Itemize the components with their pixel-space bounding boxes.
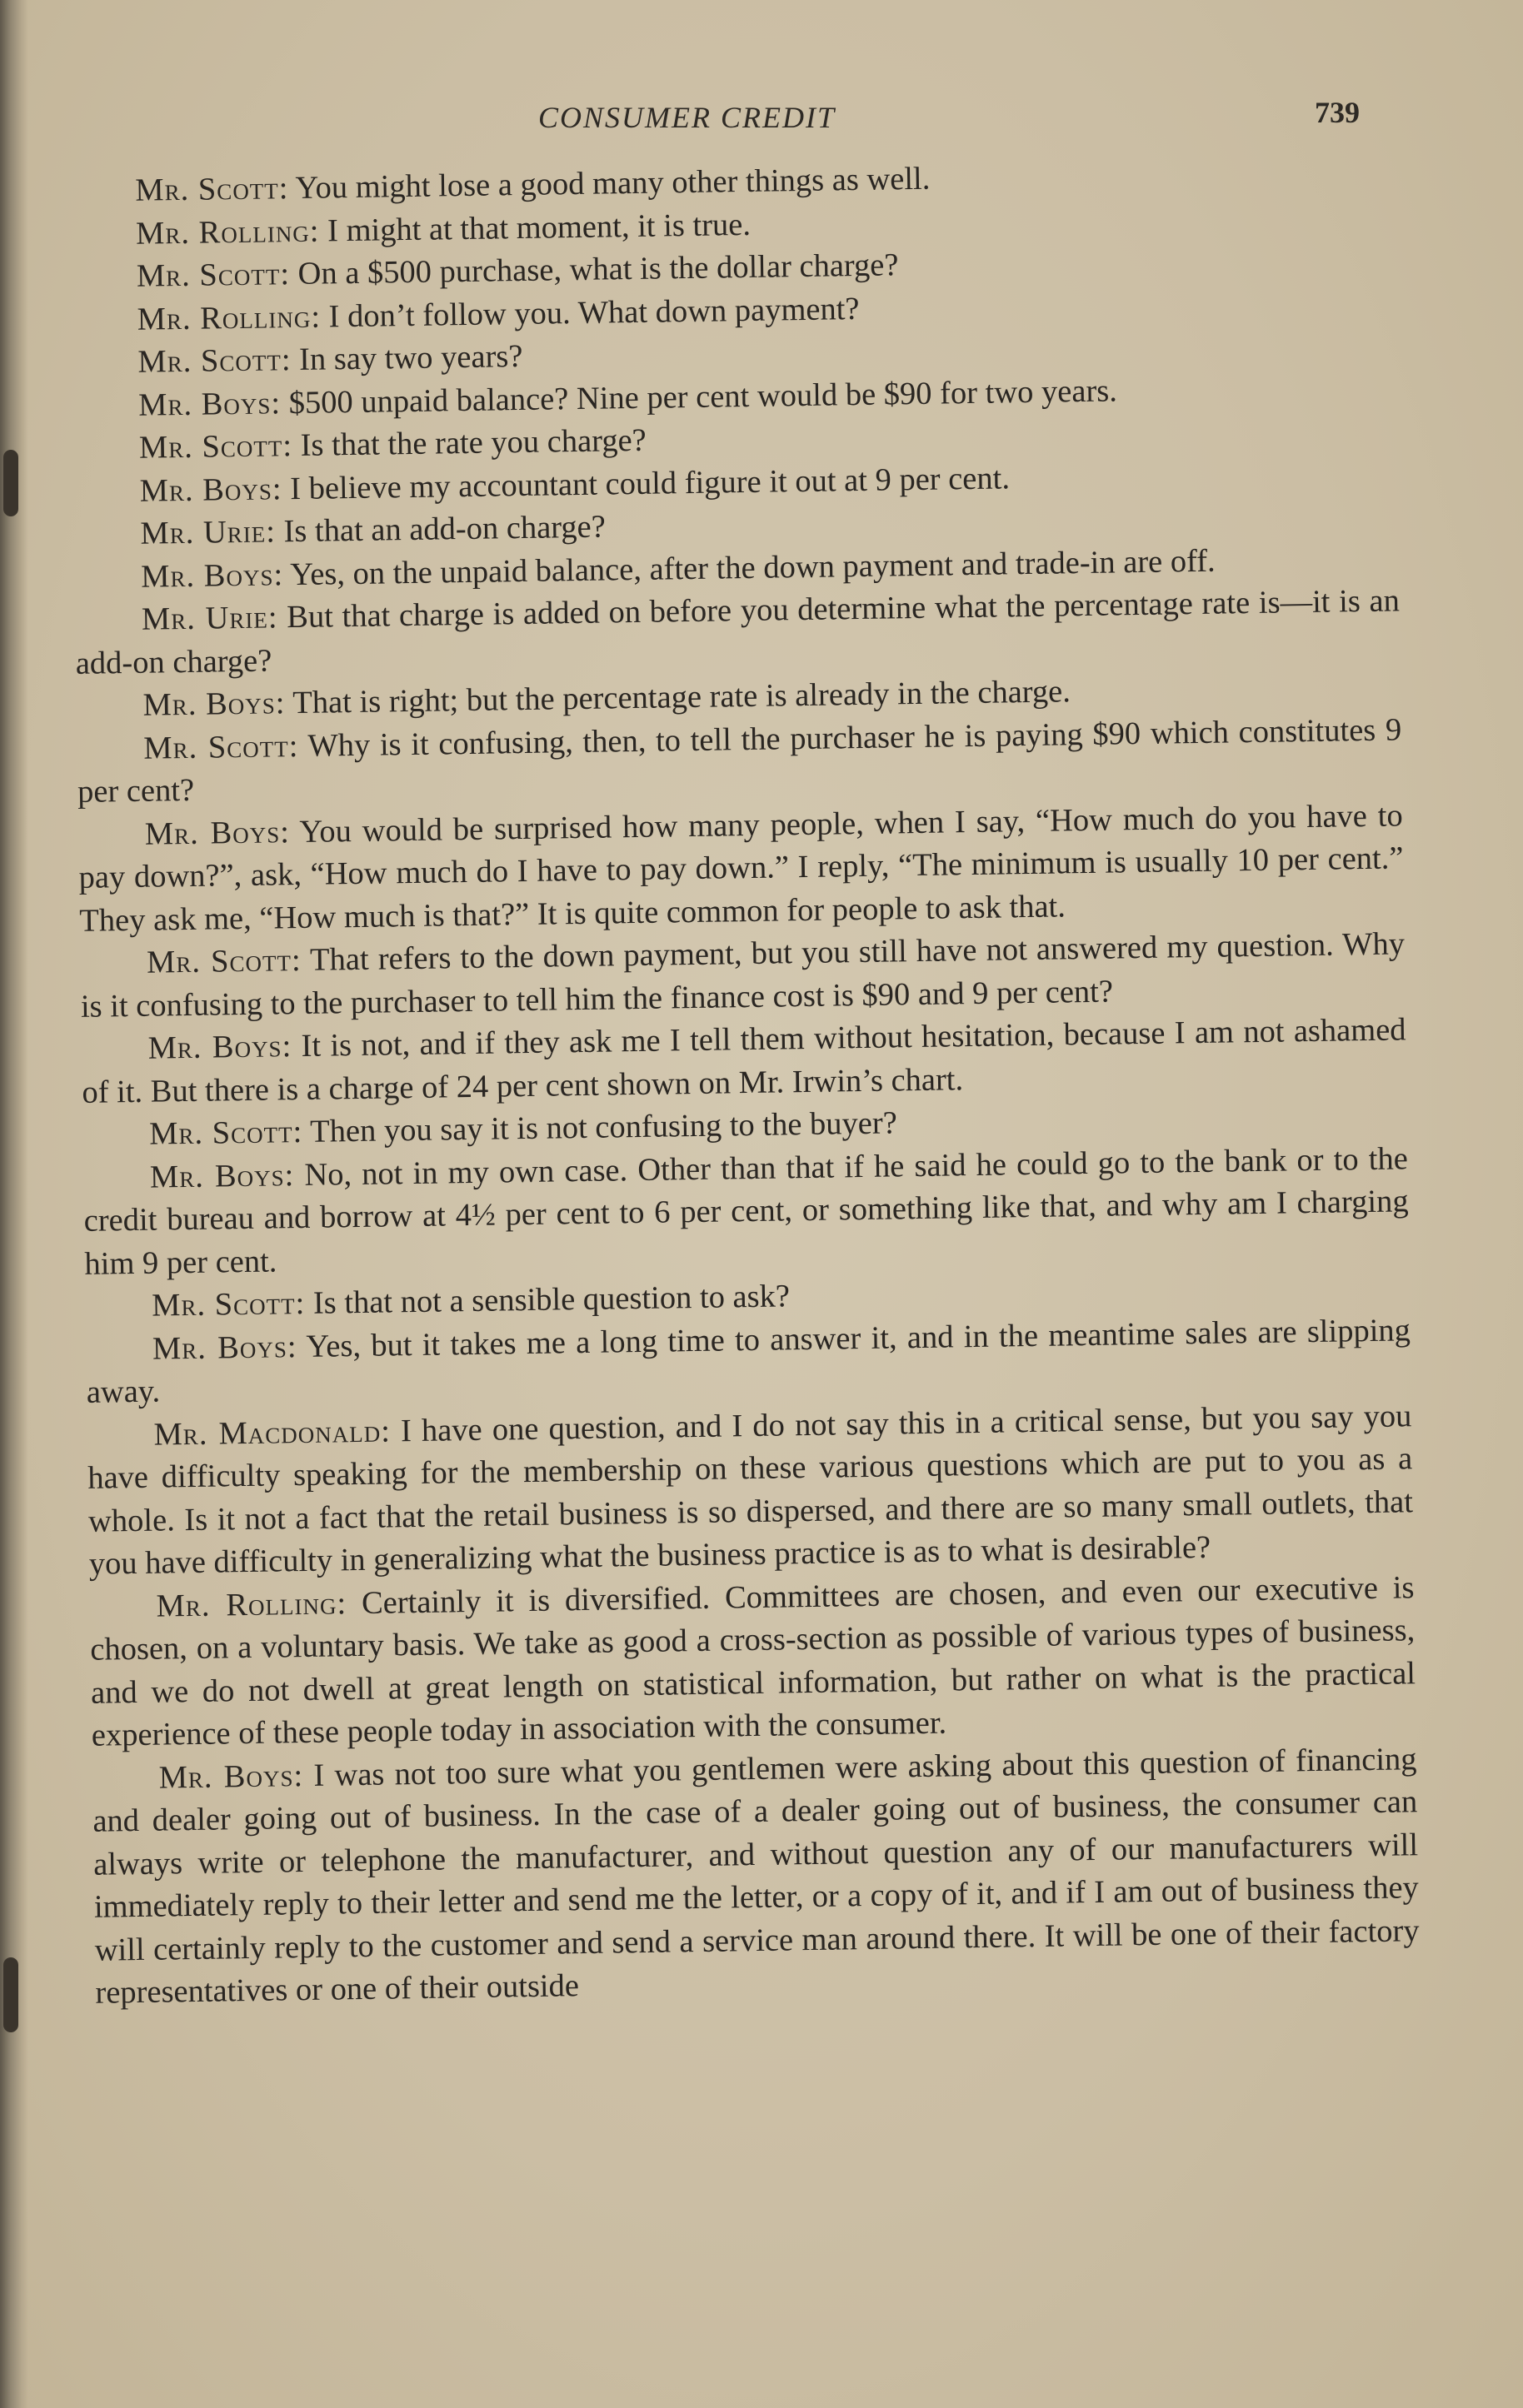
speaker-name: Mr. Scott: — [138, 428, 293, 466]
spoken-text: In say two years? — [291, 338, 523, 378]
spoken-text: You would be surprised how many people, when I say, “How much do you have to pay down?”, ask, “How much do I have to pay down.” I reply, “The minimum is usually 10 per cent.” They ask me, “How much is that?” It is quite common for people to ask that. — [78, 797, 1404, 939]
speaker-name: Mr. Urie: — [141, 600, 278, 637]
spoken-text: It is not, and if they ask me I tell them without hesitation, because I am not ashamed of it. But there is a charge of 24 per cent shown on Mr. Irwin’s chart. — [82, 1012, 1406, 1110]
speaker-name: Mr. Boys: — [140, 556, 284, 595]
spoken-text: Then you say it is not confusing to the buyer? — [302, 1105, 898, 1149]
spoken-text: No, not in my own case. Other than that if he said he could go to the bank or to the credit bureau and borrow at 4½ per cent to 6 per cent, or something like that, and why am I charging him 9 per cent. — [83, 1140, 1409, 1282]
speaker-name: Mr. Boys: — [139, 471, 282, 509]
spoken-text: Yes, but it takes me a long time to answer it, and in the meantime sales are slipping away. — [86, 1312, 1411, 1410]
speaker-name: Mr. Boys: — [158, 1757, 304, 1796]
transcript-body — [68, 151, 1424, 2236]
spoken-text: I don’t follow you. What down payment? — [320, 291, 860, 335]
speaker-name: Mr. Boys: — [147, 1029, 292, 1066]
binding-clip-mark — [3, 450, 18, 516]
speaker-name: Mr. Scott: — [142, 728, 299, 766]
spoken-text: Why is it confusing, then, to tell the purchaser he is paying $90 which constitutes 9 per cent? — [77, 711, 1402, 810]
binding-clip-mark — [3, 1957, 18, 2032]
speaker-name: Mr. Rolling: — [137, 299, 322, 337]
spoken-text: I believe my accountant could figure it out at 9 per cent. — [282, 460, 1011, 506]
spoken-text: Is that an add-on charge? — [275, 509, 607, 550]
spoken-text: $500 unpaid balance? Nine per cent would be $90 for two years. — [280, 372, 1118, 421]
speaker-name: Mr. Scott: — [146, 942, 302, 980]
spoken-text: You might lose a good many other things as well. — [288, 161, 931, 207]
speaker-name: Mr. Rolling: — [135, 213, 320, 252]
speaker-name: Mr. Scott: — [135, 171, 289, 208]
speaker-name: Mr. Scott: — [151, 1285, 306, 1324]
spoken-text: I might at that moment, it is true. — [319, 207, 752, 249]
transcript-paragraph — [87, 1395, 1414, 1587]
transcript-paragraph — [83, 1138, 1410, 1286]
book-binding-edge — [0, 0, 28, 2408]
speaker-name: Mr. Boys: — [149, 1157, 295, 1195]
spoken-text: Is that not a sensible question to ask? — [304, 1279, 791, 1321]
spoken-text: That refers to the down payment, but you still have not answered my question. Why is it confusing to the purchaser to tell him the finance cost is $90 and 9 per cent? — [80, 926, 1406, 1025]
spoken-text: I was not too sure what you gentlemen were asking about this question of financing and dealer going out of business. In the case of a dealer going out of business, the consumer can always write or telephone the manufacturer, and without question any of our manufacturers will immediately reply to their letter and send me the letter, or a copy of it, and if I am out of business they will certainly reply to the customer and send a service man around there. It will be one of their factory representatives or one of their outside — [92, 1741, 1420, 2011]
page-number: 739 — [1315, 96, 1360, 129]
transcript-paragraph — [92, 1738, 1420, 2016]
transcript-paragraph — [89, 1567, 1416, 1758]
speaker-name: Mr. Rolling: — [156, 1585, 347, 1624]
spoken-text: But that charge is added on before you determine what the percentage rate is—it is an add-on charge? — [75, 583, 1401, 681]
speaker-name: Mr. Scott: — [148, 1114, 303, 1152]
speaker-name: Mr. Boys: — [142, 686, 286, 723]
speaker-name: Mr. Urie: — [140, 514, 277, 551]
page-header — [0, 93, 1523, 143]
speaker-name: Mr. Boys: — [152, 1329, 297, 1367]
spoken-text: That is right; but the percentage rate is already in the charge. — [285, 674, 1071, 721]
speaker-name: Mr. Scott: — [137, 342, 292, 380]
spoken-text: Is that the rate you charge? — [292, 422, 647, 464]
spoken-text: I have one question, and I do not say this in a critical sense, but you say you have difficulty speaking for the membership on these various questions which are put to you as a whole. Is it not a fact that the retail business is so dispersed, and there are so many small outlets, that you have difficulty in generalizing what the business practice is as to what is desirable? — [87, 1398, 1414, 1582]
running-head: CONSUMER CREDIT — [538, 101, 836, 134]
speaker-name: Mr. Boys: — [137, 385, 282, 423]
spoken-text: Yes, on the unpaid balance, after the down payment and trade-in are off. — [282, 543, 1216, 592]
spoken-text: On a $500 purchase, what is the dollar charge? — [289, 247, 899, 292]
speaker-name: Mr. Boys: — [144, 814, 291, 852]
transcript-paragraph — [77, 795, 1404, 943]
spoken-text: Certainly it is diversified. Committees are chosen, and even our executive is chosen, on a voluntary basis. We take as good a cross-section as possible of various types of business, and we do not dwell at great length on statistical information, but rather on what is the practical experience of these people today in association with the consumer. — [90, 1569, 1416, 1753]
speaker-name: Mr. Scott: — [136, 257, 291, 294]
speaker-name: Mr. Macdonald: — [153, 1413, 392, 1453]
